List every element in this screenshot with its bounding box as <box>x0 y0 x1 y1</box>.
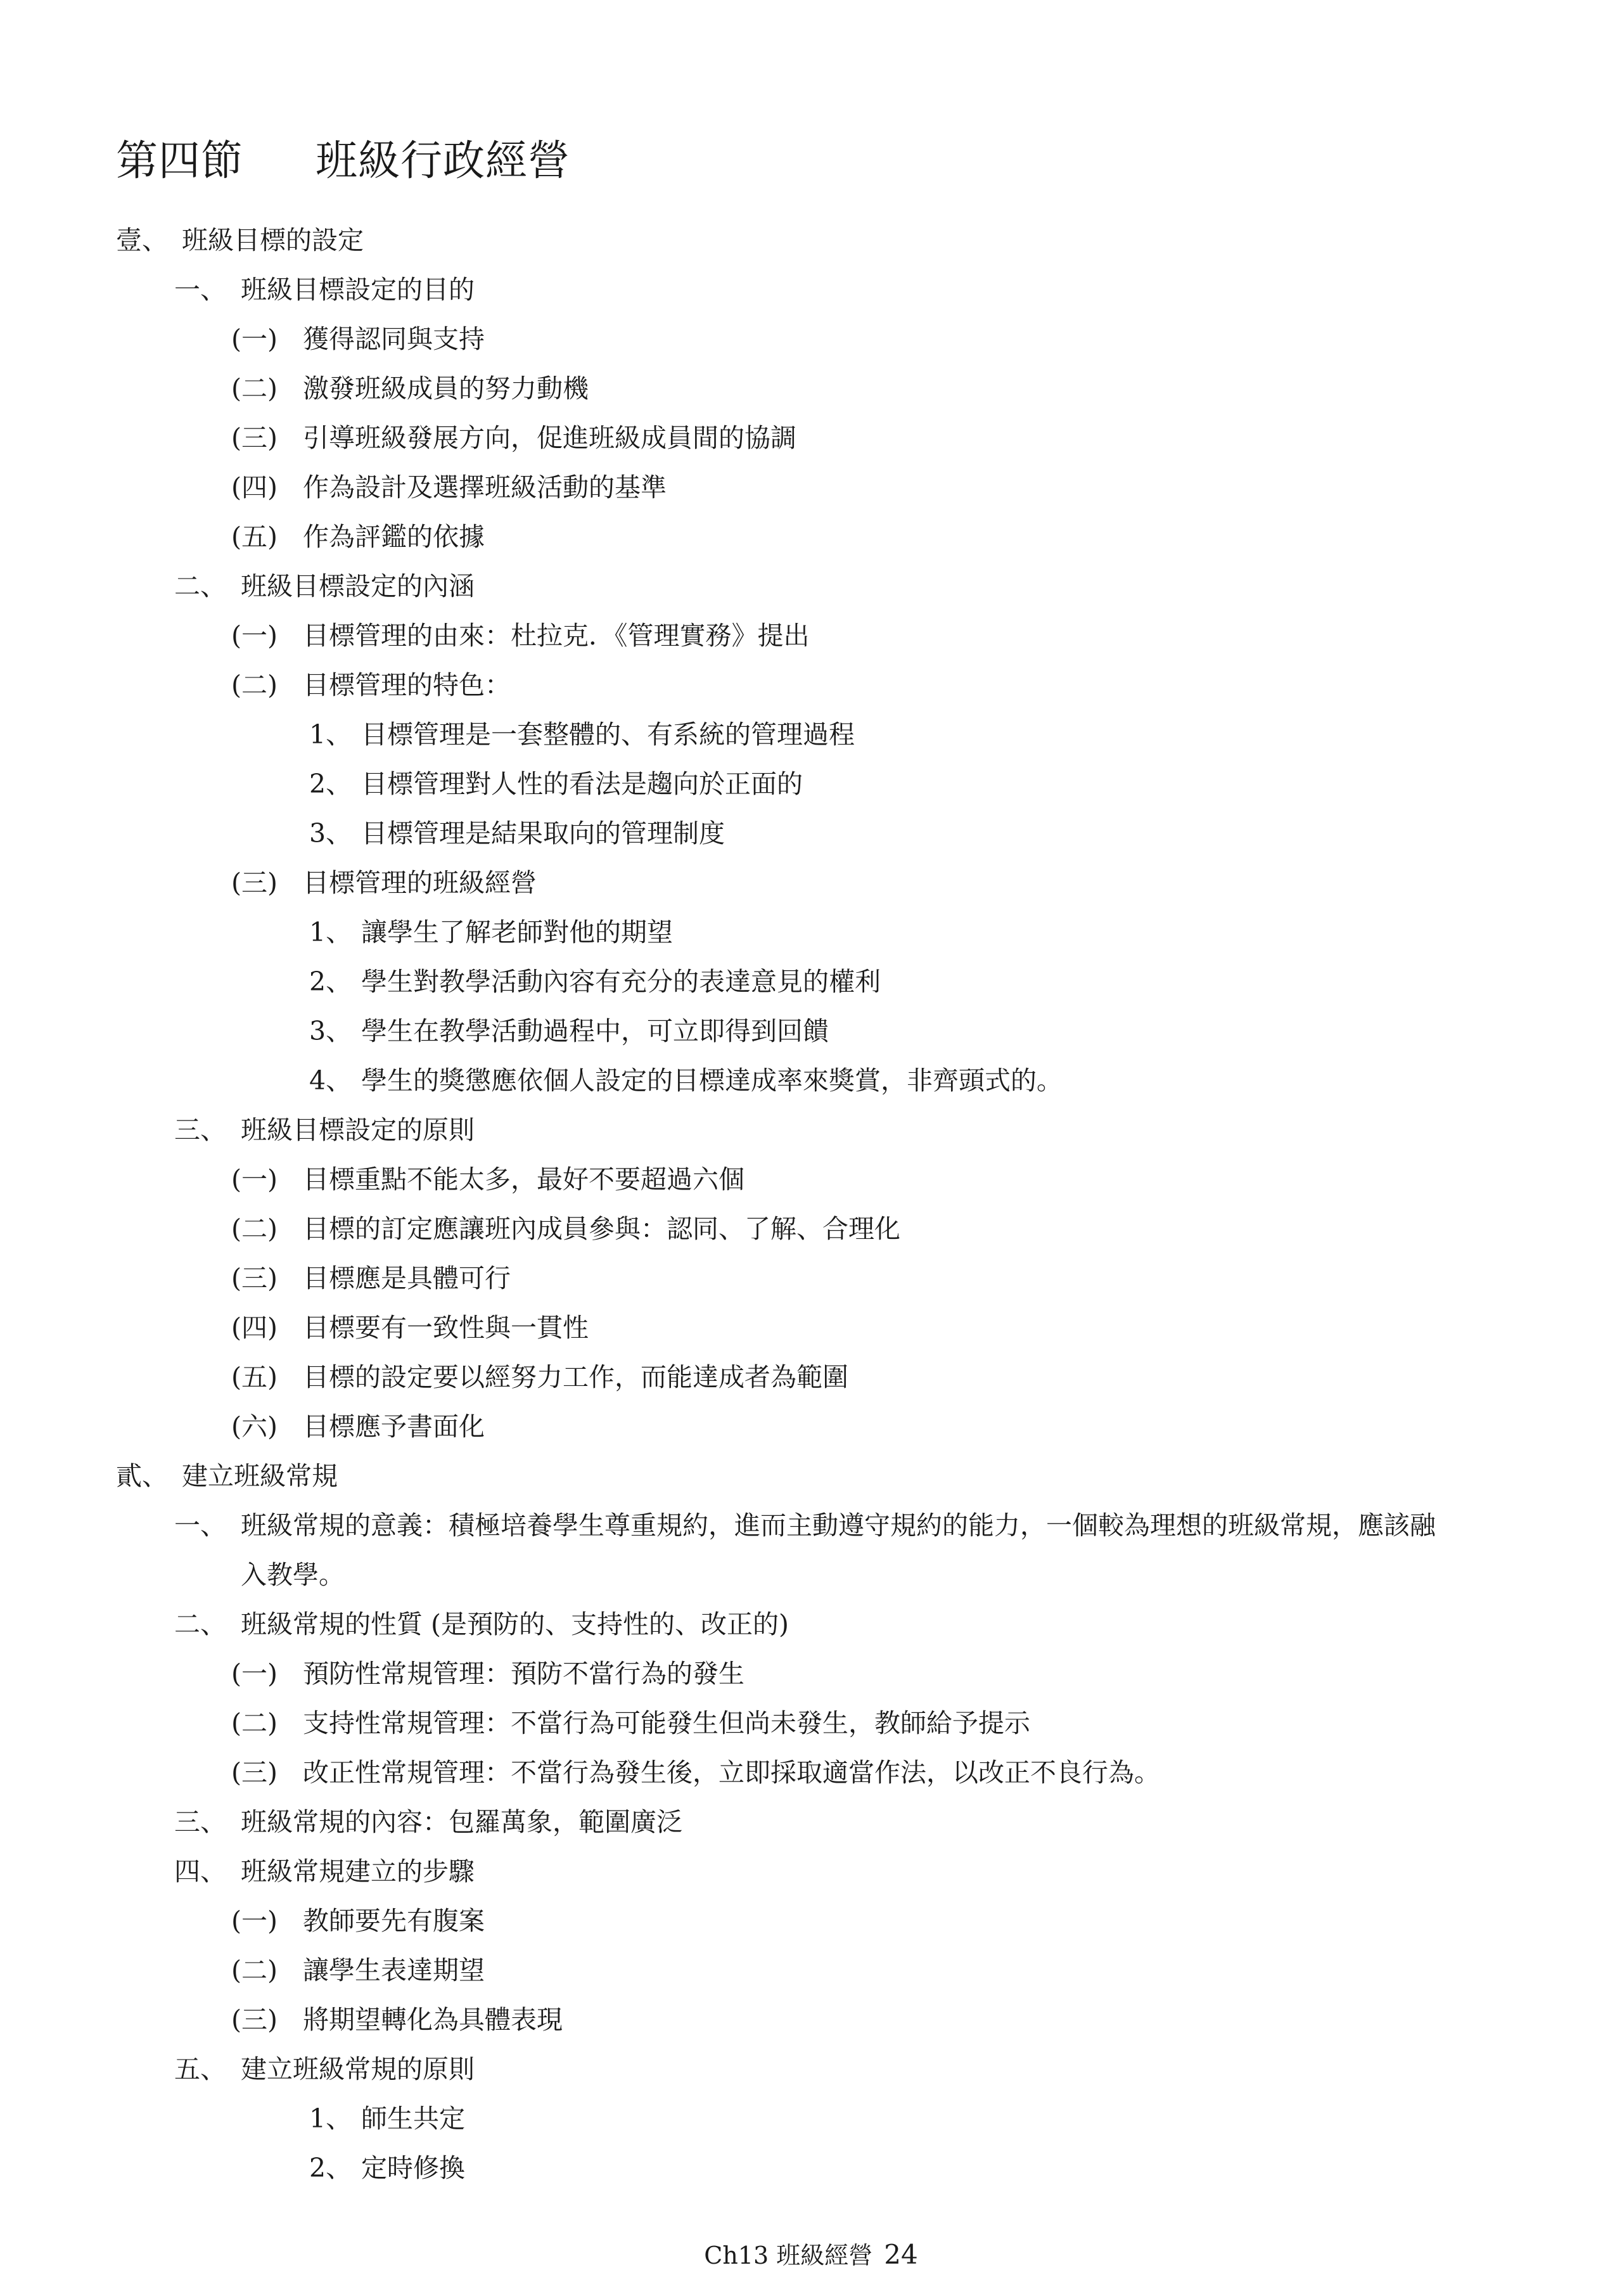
outline-item <box>0 512 1622 561</box>
outline-item <box>0 1797 1622 1847</box>
outline-item <box>0 660 1622 710</box>
outline-item <box>0 364 1622 413</box>
outline-item-number: 一、 <box>174 274 226 305</box>
outline-item <box>0 710 1622 759</box>
outline-item-text: 班級常規建立的步驟 <box>241 1856 475 1887</box>
outline-item <box>0 1056 1622 1105</box>
footer-chapter: Ch13 班級經營 <box>704 2241 873 2269</box>
outline-item-number: (三) <box>231 1263 278 1293</box>
outline-item-text: 目標應予書面化 <box>303 1411 485 1442</box>
outline-item-text: 目標重點不能太多，最好不要超過六個 <box>303 1164 744 1195</box>
outline-item-number: 三、 <box>174 1807 226 1837</box>
outline-item-text: 讓學生表達期望 <box>303 1955 485 1985</box>
outline-item <box>0 1105 1622 1155</box>
outline-item-number: (六) <box>231 1411 278 1442</box>
outline-item-number: (一) <box>231 620 278 651</box>
outline-item <box>0 2143 1622 2193</box>
outline-item-text: 將期望轉化為具體表現 <box>303 2004 563 2035</box>
outline-item-text: 目標應是具體可行 <box>303 1263 511 1293</box>
outline-item <box>0 1006 1622 1056</box>
outline-item-number: (四) <box>231 1312 278 1343</box>
outline-item <box>0 1748 1622 1797</box>
outline-item-number: (三) <box>231 423 278 453</box>
outline-item <box>0 1254 1622 1303</box>
outline-item <box>0 1896 1622 1946</box>
outline-item-number: (一) <box>231 1906 278 1936</box>
outline-item <box>0 1402 1622 1451</box>
outline-item-number: 1、 <box>309 2103 352 2134</box>
outline-item <box>0 314 1622 364</box>
outline-item-text: 班級目標的設定 <box>182 225 364 255</box>
outline-item-number: (一) <box>231 1658 278 1689</box>
outline-item <box>0 2044 1622 2094</box>
outline-item-number: (三) <box>231 868 278 898</box>
outline-item-text: 班級常規的內容：包羅萬象，範圍廣泛 <box>241 1807 682 1837</box>
outline-item-number: 3、 <box>309 1016 352 1046</box>
outline-item-number: 2、 <box>309 769 352 799</box>
outline-item <box>0 1501 1622 1550</box>
outline-item <box>0 1600 1622 1649</box>
outline-item-number: 3、 <box>309 818 352 849</box>
outline-item-number: 1、 <box>309 917 352 947</box>
outline-item-number: (二) <box>231 1955 278 1985</box>
outline-item <box>0 1995 1622 2044</box>
outline-item-text: 激發班級成員的努力動機 <box>303 373 589 404</box>
outline-item-text: 學生對教學活動內容有充分的表達意見的權利 <box>361 966 881 997</box>
outline-item <box>0 858 1622 907</box>
outline-item-text: 班級目標設定的目的 <box>241 274 475 305</box>
outline-item-text: 目標管理的班級經營 <box>303 868 537 898</box>
outline-item-text: 作為評鑑的依據 <box>303 522 485 552</box>
outline-item-text: 班級常規的性質 (是預防的、支持性的、改正的) <box>241 1609 789 1639</box>
outline-item-number: (二) <box>231 373 278 404</box>
outline-item-text: 目標的設定要以經努力工作，而能達成者為範圍 <box>303 1362 848 1392</box>
outline-item-text: 目標管理的由來：杜拉克．《管理實務》提出 <box>303 620 810 651</box>
outline-item-number: 4、 <box>309 1065 352 1096</box>
outline-item-number: 三、 <box>174 1115 226 1145</box>
outline-item-text: 目標管理對人性的看法是趨向於正面的 <box>361 769 803 799</box>
outline-item-text: 學生在教學活動過程中，可立即得到回饋 <box>361 1016 829 1046</box>
outline-item <box>0 611 1622 660</box>
outline-item-number: 2、 <box>309 966 352 997</box>
outline-item <box>0 561 1622 611</box>
outline-item-text: 班級常規的意義：積極培養學生尊重規約，進而主動遵守規約的能力，一個較為理想的班級常規，應該融 <box>241 1510 1436 1541</box>
outline-item-text: 目標管理是結果取向的管理制度 <box>361 818 725 849</box>
outline-item-number: 1、 <box>309 719 352 750</box>
outline-item-number: 一、 <box>174 1510 226 1541</box>
outline-item-number: (三) <box>231 1757 278 1788</box>
outline-item-text: 作為設計及選擇班級活動的基準 <box>303 472 667 503</box>
outline-item-number: (一) <box>231 1164 278 1195</box>
outline-item-text: 目標管理的特色： <box>303 670 511 700</box>
outline-item-number: 二、 <box>174 1609 226 1639</box>
section-title <box>116 136 570 186</box>
outline-item <box>0 1649 1622 1698</box>
section-number: 第四節 <box>116 136 243 185</box>
outline-item-text: 入教學。 <box>241 1560 345 1590</box>
outline-item <box>0 809 1622 858</box>
outline-item-number: 2、 <box>309 2153 352 2183</box>
outline-item-number: 壹、 <box>116 225 168 255</box>
outline-item <box>0 1847 1622 1896</box>
outline-item <box>0 413 1622 463</box>
outline-item-number: (五) <box>231 522 278 552</box>
outline-item-text: 讓學生了解老師對他的期望 <box>361 917 673 947</box>
outline-item-text: 建立班級常規的原則 <box>241 2054 475 2084</box>
outline-item-number: (四) <box>231 472 278 503</box>
outline-item-text: 預防性常規管理：預防不當行為的發生 <box>303 1658 744 1689</box>
outline-item-number: (五) <box>231 1362 278 1392</box>
outline-item <box>0 1550 1622 1600</box>
outline-item-number: (二) <box>231 670 278 700</box>
outline-item-text: 建立班級常規 <box>182 1461 338 1491</box>
outline-item-number: (二) <box>231 1708 278 1738</box>
outline-item <box>0 2094 1622 2143</box>
outline-item-number: 四、 <box>174 1856 226 1887</box>
outline-item-text: 引導班級發展方向，促進班級成員間的協調 <box>303 423 796 453</box>
section-name: 班級行政經營 <box>316 136 570 185</box>
outline-item <box>0 957 1622 1006</box>
outline-item <box>0 759 1622 809</box>
outline-item <box>0 1698 1622 1748</box>
outline-item-text: 定時修換 <box>361 2153 465 2183</box>
outline-item-text: 學生的獎懲應依個人設定的目標達成率來獎賞，非齊頭式的。 <box>361 1065 1063 1096</box>
outline-item-number: (二) <box>231 1214 278 1244</box>
outline-item-text: 教師要先有腹案 <box>303 1906 485 1936</box>
outline-item-text: 獲得認同與支持 <box>303 324 485 354</box>
outline-item <box>0 1352 1622 1402</box>
outline-item <box>0 1946 1622 1995</box>
outline-item-text: 班級目標設定的內涵 <box>241 571 475 601</box>
page-footer <box>0 2239 1622 2271</box>
page-number: 24 <box>884 2239 918 2270</box>
outline-item-text: 支持性常規管理：不當行為可能發生但尚未發生，教師給予提示 <box>303 1708 1030 1738</box>
outline-item-text: 目標要有一致性與一貫性 <box>303 1312 589 1343</box>
outline-item-number: 五、 <box>174 2054 226 2084</box>
outline-item-number: 二、 <box>174 571 226 601</box>
outline-list <box>0 215 1622 2193</box>
outline-item-text: 目標的訂定應讓班內成員參與：認同、了解、合理化 <box>303 1214 900 1244</box>
outline-item-text: 師生共定 <box>361 2103 465 2134</box>
outline-item-text: 目標管理是一套整體的、有系統的管理過程 <box>361 719 855 750</box>
outline-item-number: 貳、 <box>116 1461 168 1491</box>
outline-item <box>0 1451 1622 1501</box>
outline-item <box>0 463 1622 512</box>
outline-item <box>0 907 1622 957</box>
outline-item <box>0 215 1622 265</box>
outline-item <box>0 1204 1622 1254</box>
outline-item-number: (三) <box>231 2004 278 2035</box>
outline-item <box>0 1155 1622 1204</box>
outline-item-text: 班級目標設定的原則 <box>241 1115 475 1145</box>
outline-item <box>0 265 1622 314</box>
outline-item-number: (一) <box>231 324 278 354</box>
outline-item <box>0 1303 1622 1352</box>
outline-item-text: 改正性常規管理：不當行為發生後，立即採取適當作法，以改正不良行為。 <box>303 1757 1160 1788</box>
